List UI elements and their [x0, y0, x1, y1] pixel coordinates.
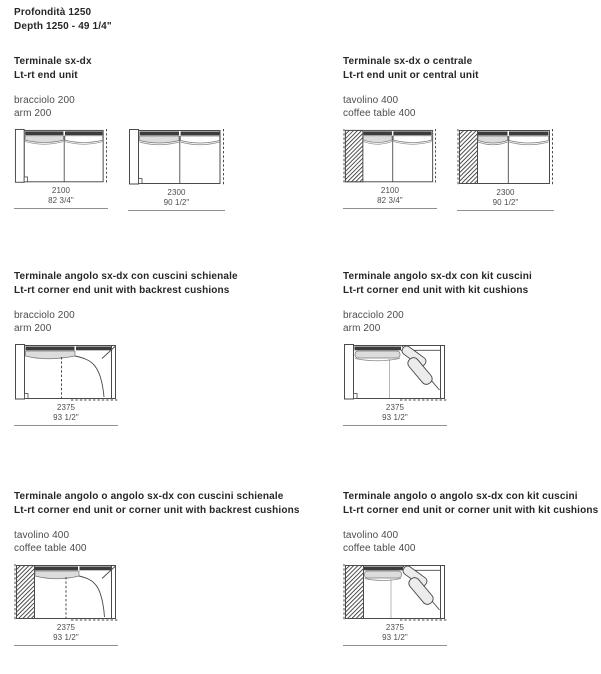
dimension-mm: 2375 [56, 403, 76, 412]
option-it: bracciolo 200 [14, 310, 75, 321]
option-it: tavolino 400 [343, 95, 399, 106]
dimension-rule [343, 425, 447, 426]
sofa-diagram-unit [457, 128, 554, 211]
section-corner-backrest [14, 270, 304, 426]
option-en: coffee table 400 [343, 543, 416, 554]
option-it: tavolino 400 [14, 530, 70, 541]
sofa-top-view-end-unit-2100 [14, 128, 108, 184]
section-corner-kit [343, 270, 601, 426]
section-end-unit [14, 55, 304, 211]
option-it: bracciolo 200 [343, 310, 404, 321]
sofa-top-view-corner-kit [343, 343, 447, 401]
dimension-rule [14, 645, 118, 646]
depth-label-it: Profondità 1250 [14, 7, 92, 18]
option-it: tavolino 400 [343, 530, 399, 541]
dimension-inch: 82 3/4" [377, 195, 403, 205]
section-title-en: Lt-rt corner end unit or corner unit with backrest cushions [14, 504, 300, 516]
dimension-caption [343, 403, 447, 426]
section-end-or-central-unit [343, 55, 601, 211]
dimension-mm: 2375 [385, 623, 405, 632]
section-title [14, 490, 304, 517]
option-it: bracciolo 200 [14, 95, 75, 106]
sofa-diagram-unit [14, 128, 108, 209]
dimension-rule [343, 208, 437, 209]
sofa-diagram-unit [343, 128, 437, 209]
dimension-inch: 93 1/2" [53, 632, 79, 642]
section-title-it: Terminale angolo o angolo sx-dx con kit cuscini [343, 491, 578, 502]
dimension-rule [457, 210, 554, 211]
diagram-row [14, 563, 304, 646]
section-options [343, 309, 601, 335]
diagram-row [343, 563, 601, 646]
section-title [343, 270, 601, 297]
section-title-en: Lt-rt end unit [14, 69, 78, 81]
section-options [14, 94, 304, 120]
section-options [343, 94, 601, 120]
section-title-en: Lt-rt corner end unit with kit cushions [343, 284, 529, 296]
option-en: coffee table 400 [14, 543, 87, 554]
dimension-inch: 93 1/2" [382, 632, 408, 642]
dimension-caption [14, 186, 108, 209]
dimension-rule [343, 645, 447, 646]
diagram-row [14, 343, 304, 426]
dimension-caption [457, 188, 554, 211]
diagram-row [343, 343, 601, 426]
dimension-mm: 2300 [167, 188, 186, 197]
sofa-top-view-table-unit-2300 [457, 128, 554, 186]
dimension-rule [14, 208, 108, 209]
sofa-top-view-table-unit-2100 [343, 128, 437, 184]
section-title-it: Terminale angolo o angolo sx-dx con cuscini schienale [14, 491, 284, 502]
sofa-diagram-unit [343, 563, 447, 646]
sofa-diagram-unit [128, 128, 225, 211]
dimension-caption [343, 186, 437, 209]
dimension-rule [14, 425, 118, 426]
dimension-mm: 2300 [496, 188, 515, 197]
dimension-mm: 2100 [51, 186, 71, 196]
dimension-mm: 2100 [380, 186, 400, 196]
section-title-it: Terminale sx-dx o centrale [343, 56, 473, 67]
section-title-en: Lt-rt corner end unit or corner unit with kit cushions [343, 504, 599, 516]
dimension-rule [128, 210, 225, 211]
section-corner-table-backrest [14, 490, 304, 646]
section-options [14, 309, 304, 335]
section-title-en: Lt-rt corner end unit with backrest cushions [14, 284, 230, 296]
option-en: arm 200 [343, 323, 381, 334]
section-title [14, 270, 304, 297]
section-title [343, 55, 601, 82]
depth-label-en: Depth 1250 - 49 1/4" [14, 20, 112, 32]
sofa-top-view-end-unit-2300 [128, 128, 225, 186]
section-options [343, 529, 601, 555]
dimension-inch: 93 1/2" [382, 412, 408, 422]
diagram-row [14, 128, 304, 211]
diagram-row [343, 128, 601, 211]
sofa-diagram-unit [14, 343, 118, 426]
option-en: arm 200 [14, 323, 52, 334]
section-title-en: Lt-rt end unit or central unit [343, 69, 479, 81]
sofa-top-view-corner-table-backrest [14, 563, 118, 621]
section-corner-table-kit [343, 490, 601, 646]
dimension-caption [14, 623, 118, 646]
dimension-inch: 90 1/2" [163, 197, 190, 207]
dimension-caption [343, 623, 447, 646]
page-depth-header [14, 6, 112, 33]
dimension-caption [14, 403, 118, 426]
dimension-inch: 90 1/2" [492, 197, 519, 207]
option-en: arm 200 [14, 108, 52, 119]
sofa-top-view-corner-backrest [14, 343, 118, 401]
sofa-top-view-corner-table-kit [343, 563, 447, 621]
section-title-it: Terminale angolo sx-dx con kit cuscini [343, 271, 532, 282]
section-title-it: Terminale angolo sx-dx con cuscini schienale [14, 271, 238, 282]
section-title [14, 55, 304, 82]
sofa-diagram-unit [343, 343, 447, 426]
option-en: coffee table 400 [343, 108, 416, 119]
dimension-mm: 2375 [56, 623, 76, 632]
dimension-mm: 2375 [385, 403, 405, 412]
dimension-caption [128, 188, 225, 211]
sofa-diagram-unit [14, 563, 118, 646]
section-options [14, 529, 304, 555]
dimension-inch: 93 1/2" [53, 412, 79, 422]
section-title-it: Terminale sx-dx [14, 56, 92, 67]
section-title [343, 490, 601, 517]
dimension-inch: 82 3/4" [48, 195, 74, 205]
